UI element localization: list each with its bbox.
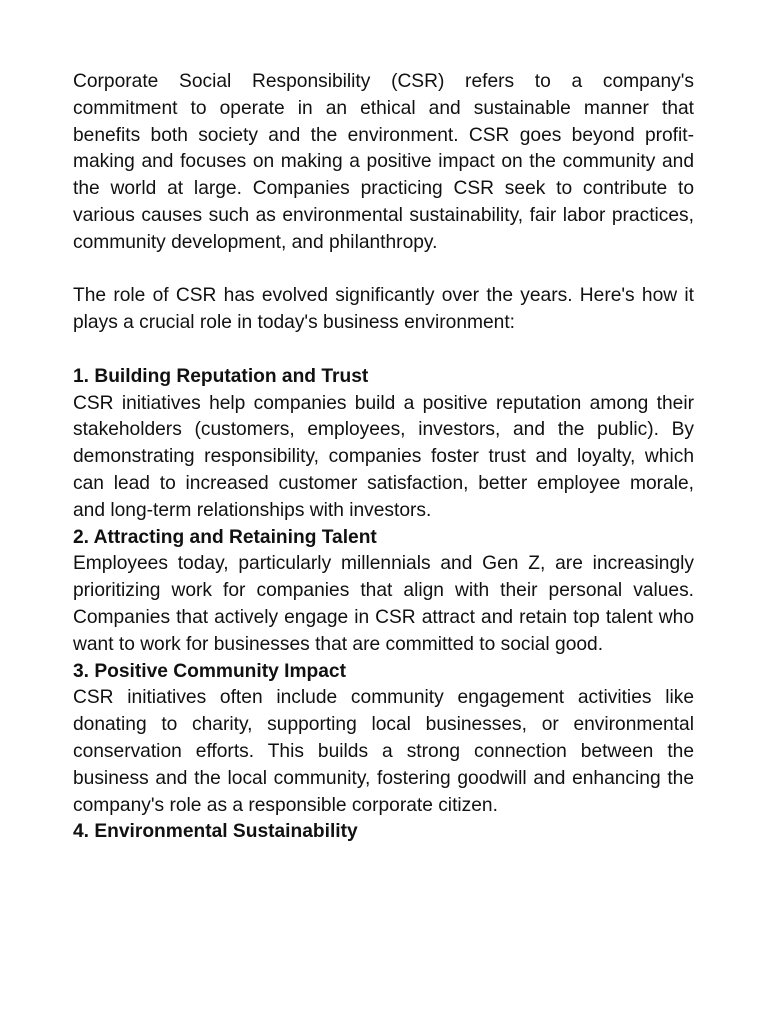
paragraph-spacer	[73, 337, 694, 364]
paragraph-spacer	[73, 257, 694, 284]
section-heading-reputation: 1. Building Reputation and Trust	[73, 365, 369, 387]
section-body-talent: Employees today, particularly millennials and Gen Z, are increasingly prioritizing work for companies that align with their personal values. Companies that actively engage in CSR attract and retain top talent who want to work for businesses that are committed to social good.	[73, 553, 694, 655]
document-page	[73, 69, 694, 846]
section-heading-environment: 4. Environmental Sustainability	[73, 821, 358, 843]
intro-paragraph-role: The role of CSR has evolved significantly over the years. Here's how it plays a crucial role in today's business environment:	[73, 285, 694, 334]
intro-paragraph: Corporate Social Responsibility (CSR) refers to a company's commitment to operate in an ethical and sustainable manner that benefits both society and the environment. CSR goes beyond profit-making and focuses on making a positive impact on the community and the world at large. Companies practicing CSR seek to contribute to various causes such as environmental sustainability, fair labor practices, community development, and philanthropy.	[73, 71, 694, 253]
section-body-community: CSR initiatives often include community engagement activities like donating to charity, supporting local businesses, or environmental conservation efforts. This builds a strong connection between the business and the local community, fostering goodwill and enhancing the company's role as a responsible corporate citizen.	[73, 687, 694, 816]
section-heading-talent: 2. Attracting and Retaining Talent	[73, 526, 377, 548]
section-body-reputation: CSR initiatives help companies build a positive reputation among their stakeholders (customers, employees, investors, and the public). By demonstrating responsibility, companies foster trust and loyalty, which can lead to increased customer satisfaction, better employee morale, and long-term relationships with investors.	[73, 392, 694, 521]
section-heading-community: 3. Positive Community Impact	[73, 660, 346, 682]
